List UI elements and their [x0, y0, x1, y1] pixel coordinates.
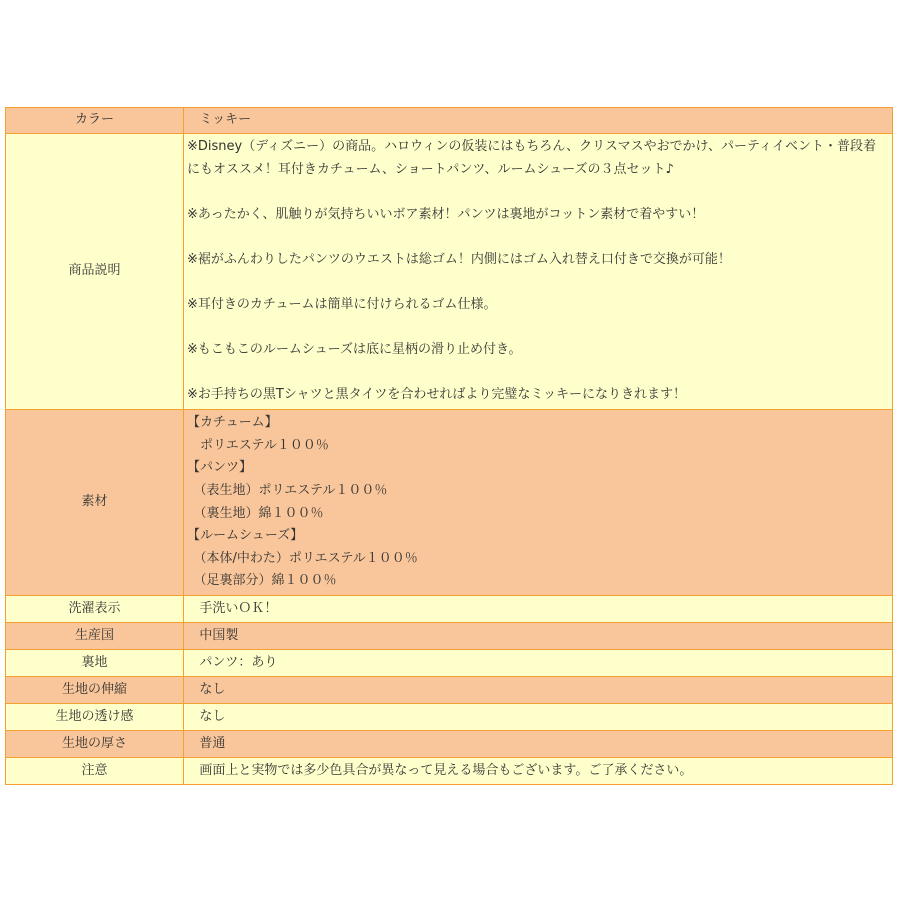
spec-row-thickness [6, 731, 893, 758]
spec-label-material: 素材 [6, 410, 184, 596]
spec-row-description [6, 134, 893, 410]
material-line: （足裏部分）綿１００％ [187, 573, 337, 589]
spec-row-washing [6, 596, 893, 623]
washing-value-text: 手洗いＯＫ！ [199, 600, 278, 616]
spec-row-notice [6, 758, 893, 785]
spec-value-lining [184, 650, 893, 677]
description-paragraph: ※お手持ちの黒Tシャツと黒タイツを合わせればより完璧なミッキーになりきれます！ [187, 387, 687, 403]
thickness-value-text: 普通 [199, 735, 226, 751]
material-line: 【ルームシューズ】 [187, 528, 304, 544]
spec-label-stretch: 生地の伸縮 [6, 677, 184, 704]
spec-label-transparency: 生地の透け感 [6, 704, 184, 731]
product-spec-table [5, 107, 893, 785]
spec-row-origin [6, 623, 893, 650]
spec-value-transparency [184, 704, 893, 731]
material-line: ポリエステル１００％ [187, 437, 329, 453]
description-paragraph: ※Disney（ディズニー）の商品。ハロウィンの仮装にはもちろん、クリスマスやおでかけ、パーティイベント・普段着にもオススメ！耳付きカチューム、ショートパンツ、ルームシューズの３点セット♪ [187, 138, 876, 177]
material-line: 【カチューム】 [187, 415, 278, 431]
description-paragraph: ※もこもこのルームシューズは底に星柄の滑り止め付き。 [187, 342, 522, 358]
spec-label-thickness: 生地の厚さ [6, 731, 184, 758]
spec-value-color [184, 108, 893, 134]
spec-label-description: 商品説明 [6, 134, 184, 410]
material-line: （本体/中わた）ポリエステル１００％ [187, 550, 418, 566]
spec-row-lining [6, 650, 893, 677]
spec-row-color [6, 108, 893, 134]
description-paragraph: ※裾がふんわりしたパンツのウエストは総ゴム！内側にはゴム入れ替え口付きで交換が可能！ [187, 251, 731, 267]
spec-value-stretch [184, 677, 893, 704]
spec-label-lining: 裏地 [6, 650, 184, 677]
material-line: （裏生地）綿１００％ [187, 505, 324, 521]
spec-value-origin [184, 623, 893, 650]
notice-value-text: 画面上と実物では多少色具合が異なって見える場合もございます。ご了承ください。 [199, 762, 693, 778]
transparency-value-text: なし [199, 708, 226, 724]
spec-label-washing: 洗濯表示 [6, 596, 184, 623]
material-line: （表生地）ポリエステル１００％ [187, 482, 388, 498]
material-line: 【パンツ】 [187, 460, 253, 476]
spec-value-description [184, 134, 893, 410]
spec-label-origin: 生産国 [6, 623, 184, 650]
spec-label-notice: 注意 [6, 758, 184, 785]
origin-value-text: 中国製 [199, 627, 239, 643]
spec-value-washing [184, 596, 893, 623]
color-value-text: ミッキー [199, 112, 252, 128]
stretch-value-text: なし [199, 681, 226, 697]
spec-value-material [184, 410, 893, 596]
spec-row-stretch [6, 677, 893, 704]
description-paragraph: ※あったかく、肌触りが気持ちいいボア素材！パンツは裏地がコットン素材で着やすい！ [187, 206, 705, 222]
spec-row-transparency [6, 704, 893, 731]
description-paragraph: ※耳付きのカチュームは簡単に付けられるゴム仕様。 [187, 297, 497, 313]
spec-value-notice [184, 758, 893, 785]
spec-value-thickness [184, 731, 893, 758]
spec-label-color: カラー [6, 108, 184, 134]
lining-value-text: パンツ：あり [199, 654, 278, 670]
spec-row-material [6, 410, 893, 596]
